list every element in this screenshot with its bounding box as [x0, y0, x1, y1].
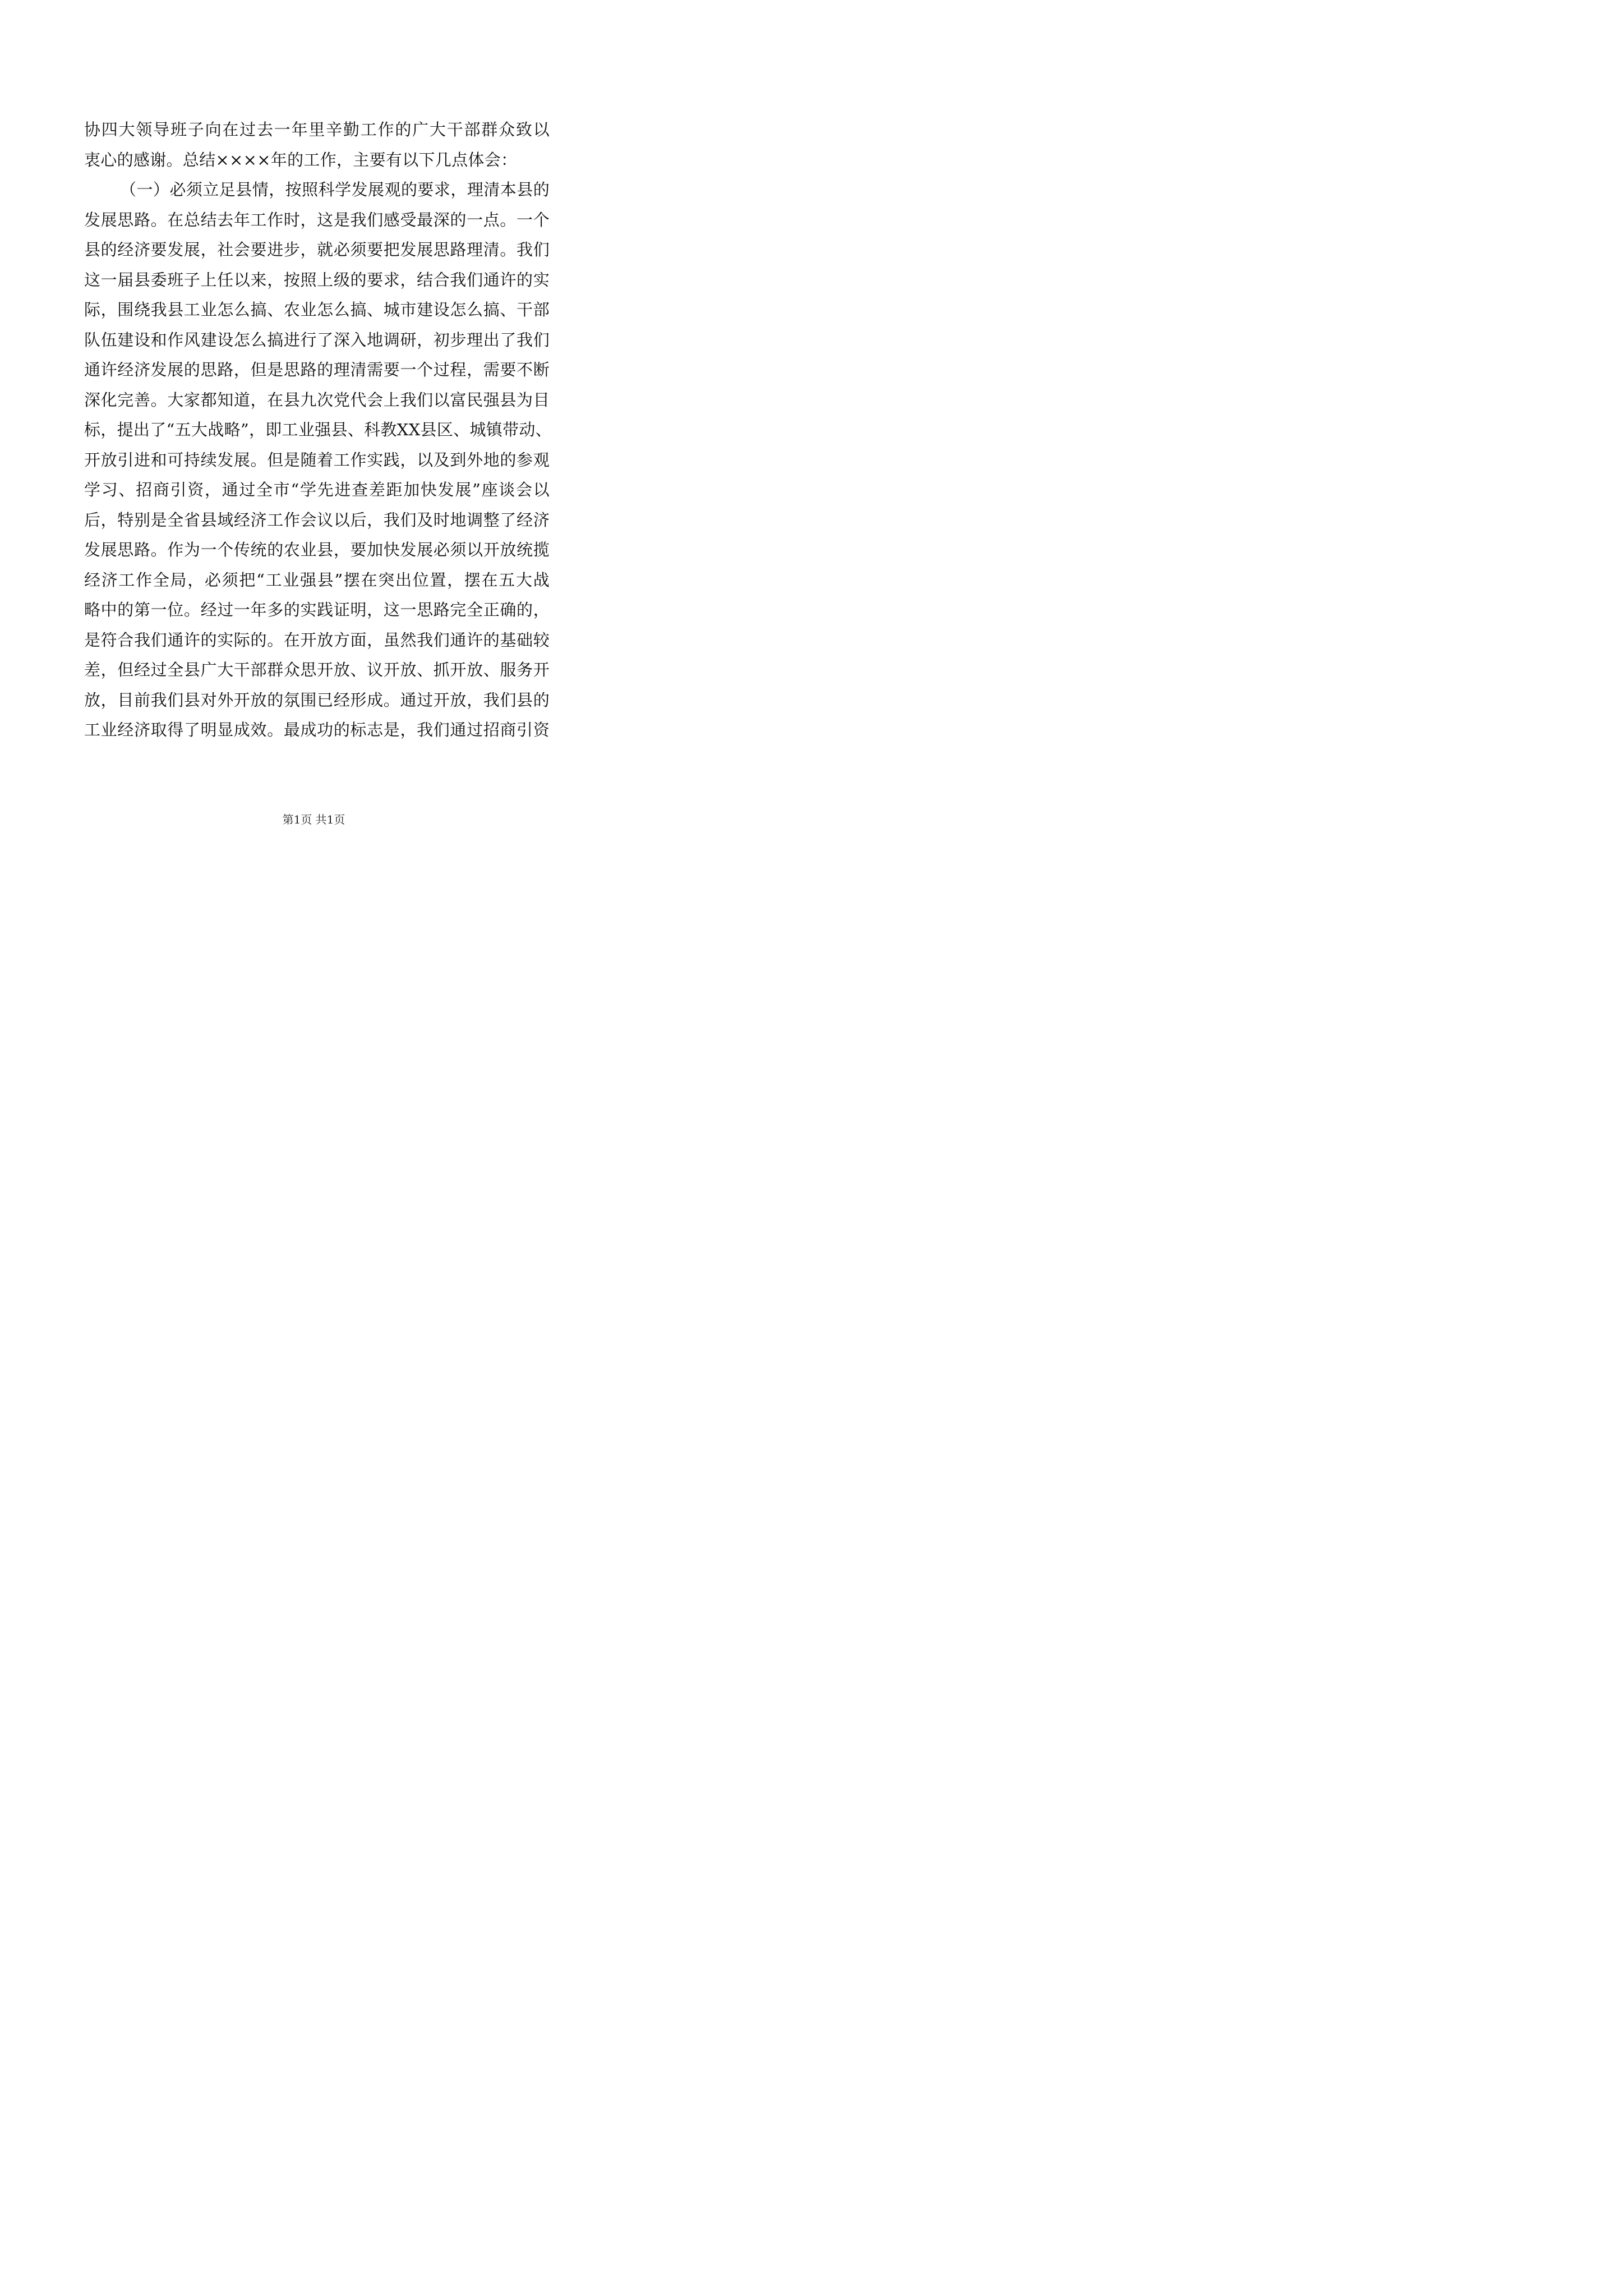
text-line: 差，但经过全县广大干部群众思开放、议开放、抓开放、服务开 — [84, 660, 550, 679]
text-line: 略中的第一位。经过一年多的实践证明，这一思路完全正确的， — [84, 600, 550, 619]
text-line: 通许经济发展的思路，但是思路的理清需要一个过程，需要不断 — [84, 360, 550, 379]
text-line: 发展思路。作为一个传统的农业县，要加快发展必须以开放统揽 — [84, 540, 550, 559]
text-line: 标，提出了“五大战略”，即工业强县、科教XX县区、城镇带动、 — [84, 420, 552, 439]
text-line: 发展思路。在总结去年工作时，这是我们感受最深的一点。一个 — [84, 210, 550, 229]
text-line: 际，围绕我县工业怎么搞、农业怎么搞、城市建设怎么搞、干部 — [84, 300, 550, 319]
text-line: 协四大领导班子向在过去一年里辛勤工作的广大干部群众致以 — [84, 120, 550, 139]
text-line: 县的经济要发展，社会要进步，就必须要把发展思路理清。我们 — [84, 240, 550, 259]
document-body — [84, 115, 550, 746]
paragraph-first-line: （一）必须立足县情，按照科学发展观的要求，理清本县的 — [120, 180, 550, 199]
text-line: 放，目前我们县对外开放的氛围已经形成。通过开放，我们县的 — [84, 690, 550, 710]
text-line: 开放引进和可持续发展。但是随着工作实践，以及到外地的参观 — [84, 450, 550, 470]
text-line: 衷心的感谢。总结××××年的工作，主要有以下几点体会： — [84, 150, 518, 169]
text-line: 经济工作全局，必须把“工业强县”摆在突出位置，摆在五大战 — [84, 570, 550, 590]
document-page — [0, 0, 628, 888]
text-line: 工业经济取得了明显成效。最成功的标志是，我们通过招商引资 — [84, 720, 550, 739]
text-line: 深化完善。大家都知道，在县九次党代会上我们以富民强县为目 — [84, 390, 550, 409]
text-line: 这一届县委班子上任以来，按照上级的要求，结合我们通许的实 — [84, 270, 550, 289]
page-footer: 第1页 共1页 — [282, 813, 345, 826]
text-line: 后，特别是全省县域经济工作会议以后，我们及时地调整了经济 — [84, 510, 550, 530]
text-line: 队伍建设和作风建设怎么搞进行了深入地调研，初步理出了我们 — [84, 330, 550, 349]
text-line: 是符合我们通许的实际的。在开放方面，虽然我们通许的基础较 — [84, 630, 550, 650]
text-line: 学习、招商引资，通过全市“学先进查差距加快发展”座谈会以 — [84, 480, 550, 499]
